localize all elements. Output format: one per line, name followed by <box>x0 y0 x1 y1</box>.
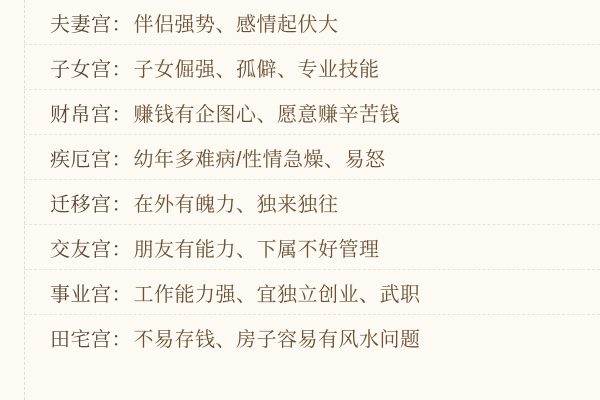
palace-name: 事业宫 <box>50 283 112 306</box>
palace-name: 交友宫 <box>50 238 112 261</box>
palace-name: 田宅宫 <box>50 329 112 351</box>
list-item <box>24 45 600 90</box>
separator: ： <box>111 58 132 81</box>
separator: ： <box>111 13 132 36</box>
palace-name: 迁移宫 <box>50 193 112 216</box>
palace-description: 幼年多难病/性情急燥、易怒 <box>133 148 386 171</box>
palace-description: 赚钱有企图心、愿意赚辛苦钱 <box>133 103 400 126</box>
list-item <box>24 270 600 315</box>
palace-description: 子女倔强、孤僻、专业技能 <box>133 58 380 81</box>
palace-description: 不易存钱、房子容易有风水问题 <box>133 329 421 351</box>
list-item <box>24 90 600 135</box>
list-item <box>24 225 600 270</box>
separator: ： <box>111 238 132 261</box>
palace-name: 夫妻宫 <box>50 13 112 36</box>
palace-list <box>24 0 600 400</box>
list-item <box>24 180 600 225</box>
palace-name: 财帛宫 <box>50 103 112 126</box>
separator: ： <box>111 329 132 351</box>
list-item <box>24 315 600 360</box>
palace-name: 子女宫 <box>50 58 112 81</box>
palace-name: 疾厄宫 <box>50 148 112 171</box>
palace-description: 朋友有能力、下属不好管理 <box>133 238 380 261</box>
palace-description: 伴侣强势、感情起伏大 <box>133 13 339 36</box>
palace-description: 工作能力强、宜独立创业、武职 <box>133 283 421 306</box>
separator: ： <box>111 148 132 171</box>
separator: ： <box>111 103 132 126</box>
list-item <box>24 135 600 180</box>
separator: ： <box>111 283 132 306</box>
list-item <box>24 0 600 45</box>
separator: ： <box>111 193 132 216</box>
palace-description: 在外有魄力、独来独往 <box>133 193 339 216</box>
